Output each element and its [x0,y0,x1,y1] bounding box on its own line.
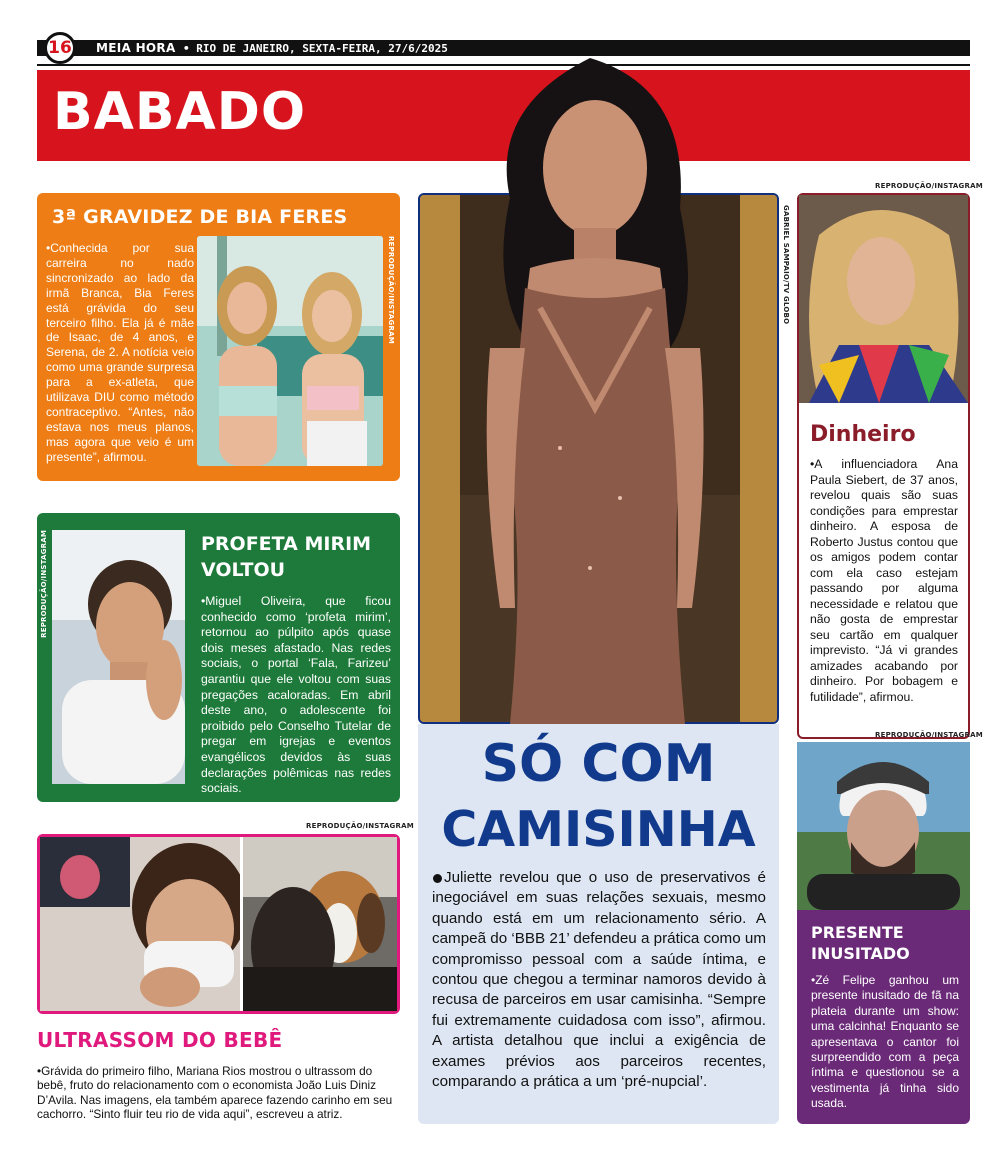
story-title: PROFETA MIRIM VOLTOU [201,533,372,581]
story-title: 3ª GRAVIDEZ DE BIA FERES [52,206,348,228]
story-title: ULTRASSOM DO BEBÊ [37,1028,283,1052]
photo-credit: REPRODUÇÃO/INSTAGRAM [306,822,414,830]
photo-credit: REPRODUÇÃO/INSTAGRAM [875,731,983,739]
ana-paula-siebert-photo [799,195,968,403]
story-body: •Grávida do primeiro filho, Mariana Rios mostrou o ultrassom do bebê, fruto do relacionamento com o economista João Luis Diniz D’Avila. Nas imagens, ela também aparece fazendo carinho em seu cachorro. “Sinto fluir teu rio de vida aqui”, escreveu a atriz. [37,1064,393,1121]
section-title: BABADO [53,82,307,142]
ultrassom-photo [40,837,240,1011]
dog-photo [243,837,397,1011]
story-title: Dinheiro [810,422,916,447]
story-body: •Miguel Oliveira, que ficou conhecido como ‘profeta mirim’, retornou ao púlpito após quase dois meses afastado. Nas redes sociais, o portal ‘Fala, Farizeu’ garantiu que ele voltou com suas pregações acaloradas. Em abril deste ano, o adolescente foi proibido pelo Conselho Tutelar de pregar em igrejas e eventos evangélicos devidos às suas declarações polêmicas nas redes sociais. [201,594,391,796]
bia-feres-photo [197,236,383,466]
photo-credit: REPRODUÇÃO/INSTAGRAM [875,182,983,190]
ze-felipe-photo [797,742,970,910]
page-number: 16 [44,32,76,64]
main-headline-line2: CAMISINHA [441,801,756,858]
story-title: PRESENTE INUSITADO [811,923,910,963]
story-body: •Zé Felipe ganhou um presente inusitado de fã na plateia durante um show: uma calcinha! Enquanto se apresentava o cantor foi surpreendido com a peça íntima e questionou se a vestimenta já tinha sido usada. [811,973,959,1111]
photo-credit: REPRODUÇÃO/INSTAGRAM [387,236,395,344]
juliette-figure [470,48,720,724]
main-story-body: Juliette revelou que o uso de preservativos é inegociável em suas relações sexuais, mesmo quando está em um relacionamento sério. A campeã do ‘BBB 21’ defendeu a prática como um compromisso pessoal com a saúde íntima, e contou que chegou a terminar namoros devido à recusa de parceiros em usar camisinha. “Sempre fui extremamente cuidadosa com isso”, afirmou. A artista detalhou que inclui a exigência de exames prévios aos parceiros recentes, comparando a prática a um ‘pré-nupcial’. [432,869,766,1091]
story-body: •A influenciadora Ana Paula Siebert, de 37 anos, revelou quais são suas condições para emprestar dinheiro. A esposa de Roberto Justus contou que os amigos podem contar com ela caso estejam passando por alguma necessidade e relatou que não gosta de emprestar seu cartão em qualquer imprevisto. “Já vi grandes amizades acabando por dinheiro. Por bobagem e futilidade”, afirmou. [810,457,958,704]
photo-credit: GABRIEL SAMPAIO/TV GLOBO [782,205,790,325]
profeta-mirim-photo [52,530,185,784]
dateline: • RIO DE JANEIRO, SEXTA-FEIRA, 27/6/2025 [183,42,448,55]
main-headline-line1: SÓ COM [481,734,716,794]
photo-credit: REPRODUÇÃO/INSTAGRAM [40,530,48,638]
story-body: •Conhecida por sua carreira no nado sincronizado ao lado da irmã Branca, Bia Feres está grávida do seu terceiro filho. Ela já é mãe de Isaac, de 4 anos, e Serena, de 2. A notícia veio como uma grande surpresa para a ex-atleta, que utilizava DIU como método contraceptivo. “Antes, não estava nos meus planos, mas agora que veio é um presente”, afirmou. [46,241,194,464]
publication-name: MEIA HORA [96,41,176,55]
